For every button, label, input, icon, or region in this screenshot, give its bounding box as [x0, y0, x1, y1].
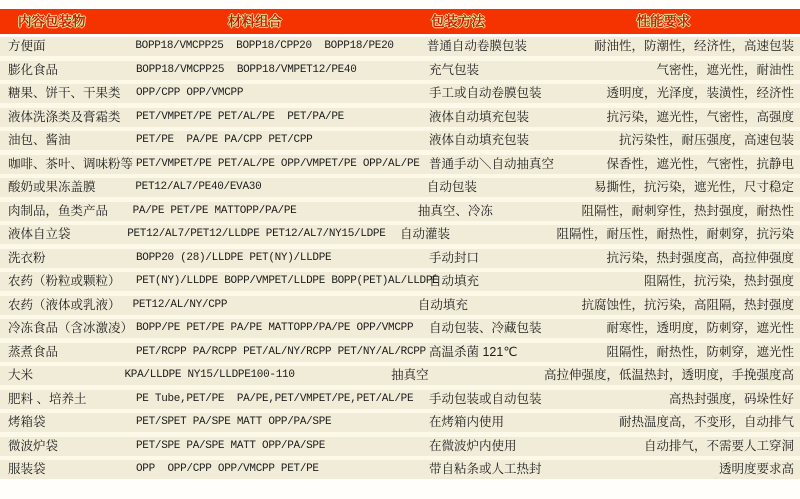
row-item-cell: 蒸煮食品: [8, 344, 59, 359]
row-method-cell: 液体自动填充包装: [429, 109, 530, 124]
row-item-cell: 酸奶或果冻盖膜: [8, 180, 96, 194]
row-materials-cell: PE Tube,PET/PE PA/PE,PET/VMPET/PE,PET/AL/PE: [136, 392, 414, 405]
header-content-item: 内容包装物: [18, 14, 86, 29]
row-requirements-cell: 透明度要求高: [718, 462, 794, 476]
row-item-cell: 肥料 、培养土: [8, 391, 87, 406]
row-requirements-cell: 高热封强度，码垛性好: [668, 391, 794, 406]
table-row: [0, 61, 800, 80]
row-requirements-cell: 抗腐蚀性，抗污染，高阻隔，热封强度: [581, 297, 794, 312]
table-row: [0, 319, 800, 338]
table-row: [0, 225, 800, 244]
row-materials-cell: BOPP18/VMCPP25 BOPP18/CPP20 BOPP18/PE20: [135, 40, 394, 52]
row-requirements-cell: 阻隔性，耐热性，防刺穿，遮光性: [606, 344, 794, 359]
row-requirements-cell: 阻隔性，耐刺穿性，热封强度，耐热性: [581, 203, 794, 218]
row-materials-cell: OPP/CPP OPP/VMCPP: [136, 87, 244, 99]
table-body: [0, 37, 800, 479]
row-method-cell: 手动封口: [429, 250, 480, 265]
row-method-cell: 手工或自动卷膜包装: [429, 86, 542, 100]
row-requirements-cell: 气密性，遮光性，耐油性: [656, 62, 794, 77]
row-materials-cell: PET/SPE PA/SPE MATT OPP/PA/SPE: [136, 439, 326, 452]
row-item-cell: 油包、酱油: [8, 133, 71, 147]
row-materials-cell: PA/PE PET/PE MATTOPP/PA/PE: [132, 204, 297, 217]
row-method-cell: 抽真空、冷冻: [417, 203, 493, 218]
row-method-cell: 在烤箱内使用: [429, 415, 505, 429]
row-item-cell: 膨化食品: [8, 62, 59, 77]
row-requirements-cell: 耐油性，防潮性，经济性，高速包装: [593, 39, 794, 53]
row-materials-cell: OPP OPP/CPP OPP/VMCPP PET/PE: [136, 463, 319, 475]
row-materials-cell: PET12/AL7/PET12/LLDPE PET12/AL7/NY15/LDPE: [127, 228, 386, 240]
row-requirements-cell: 抗污染，遮光性，气密性，高强度: [606, 109, 794, 124]
row-method-cell: 液体自动填充包装: [429, 133, 530, 147]
table-row: [0, 155, 800, 174]
row-materials-cell: BOPP/PE PET/PE PA/PE MATTOPP/PA/PE OPP/VMCPP: [136, 322, 414, 334]
row-materials-cell: PET12/AL7/PE40/EVA30: [135, 181, 262, 193]
row-materials-cell: PET(NY)/LLDPE BOPP/VMPET/LLDPE BOPP(PET)AL/LLDPE: [136, 275, 439, 287]
table-row: [0, 460, 800, 479]
table-row: [0, 37, 800, 56]
table-row: [0, 202, 800, 221]
header-performance-requirements: 性能要求: [636, 14, 691, 29]
table-row: [0, 413, 800, 432]
row-requirements-cell: 抗污染，热封强度高，高拉伸强度: [606, 250, 794, 265]
row-requirements-cell: 易撕性，抗污染，遮光性，尺寸稳定: [593, 180, 794, 194]
row-method-cell: 手动包装或自动包装: [429, 391, 542, 406]
row-requirements-cell: 耐寒性，透明度，防刺穿，遮光性: [606, 321, 794, 335]
row-materials-cell: BOPP20 (28)/LLDPE PET(NY)/LLDPE: [136, 251, 332, 264]
row-materials-cell: PET12/AL/NY/CPP: [132, 298, 228, 311]
table-row: [0, 131, 800, 150]
row-requirements-cell: 高拉伸强度，低温热封，透明度，手挽强度高: [543, 368, 794, 382]
row-materials-cell: PET/PE PA/PE PA/CPP PET/CPP: [136, 134, 313, 146]
table-row: [0, 108, 800, 127]
row-item-cell: 咖啡、茶叶、调味粉等: [8, 156, 134, 171]
row-method-cell: 普通自动卷膜包装: [426, 39, 527, 53]
table-row: [0, 437, 800, 456]
row-method-cell: 在微波炉内使用: [429, 438, 517, 453]
table-row: [0, 272, 800, 291]
row-item-cell: 大米: [8, 368, 34, 382]
row-item-cell: 农药（液体或乳液）: [8, 297, 121, 312]
row-requirements-cell: 阻隔性，抗污染，热封强度: [643, 274, 794, 288]
row-requirements-cell: 保香性，遮光性，气密性，抗静电: [606, 156, 794, 171]
row-item-cell: 液体自立袋: [8, 227, 71, 241]
header-material-combination: 材料组合: [228, 14, 282, 29]
row-method-cell: 抽真空: [391, 368, 429, 382]
row-method-cell: 自动包装: [426, 180, 477, 194]
row-method-cell: 普通手动＼自动抽真空: [429, 156, 555, 171]
row-item-cell: 烤箱袋: [8, 415, 46, 429]
header-packaging-method: 包装方法: [431, 14, 485, 29]
table-row: [0, 249, 800, 268]
row-method-cell: 自动填充: [417, 297, 468, 312]
row-method-cell: 充气包装: [429, 62, 480, 77]
table-row: [0, 366, 800, 385]
row-requirements-cell: 抗污染性，耐压强度，高速包装: [618, 133, 794, 147]
row-materials-cell: PET/RCPP PA/RCPP PET/AL/NY/RCPP PET/NY/AL/RCPP: [136, 345, 426, 358]
packaging-materials-table-page: [0, 9, 800, 499]
row-method-cell: 带自粘条或人工热封: [429, 462, 542, 476]
row-requirements-cell: 阻隔性，耐压性，耐热性，耐刺穿，抗污染: [556, 227, 794, 241]
row-item-cell: 微波炉袋: [8, 438, 59, 453]
row-materials-cell: KPA/LLDPE NY15/LLDPE100-110: [124, 369, 295, 381]
row-materials-cell: PET/SPET PA/SPE MATT OPP/PA/SPE: [136, 416, 332, 428]
row-item-cell: 冷冻食品（含冰激凌）: [8, 321, 134, 335]
row-materials-cell: PET/VMPET/PE PET/AL/PE OPP/VMPET/PE OPP/AL/PE: [136, 157, 420, 170]
row-method-cell: 高温杀菌 121℃: [429, 344, 518, 359]
table-row: [0, 84, 800, 103]
table-row: [0, 390, 800, 409]
row-item-cell: 洗衣粉: [8, 250, 46, 265]
row-method-cell: 自动包装、冷藏包装: [429, 321, 542, 335]
row-item-cell: 肉制品，鱼类产品: [8, 203, 109, 218]
row-item-cell: 液体洗涤类及膏霜类: [8, 109, 121, 124]
table-header-row: [0, 9, 800, 34]
row-method-cell: 自动灌装: [400, 227, 451, 241]
row-materials-cell: PET/VMPET/PE PET/AL/PE PET/PA/PE: [136, 110, 344, 123]
table-row: [0, 296, 800, 315]
row-item-cell: 糖果、饼干、干果类: [8, 86, 121, 100]
row-item-cell: 农药（粉粒或颗粒）: [8, 274, 121, 288]
row-requirements-cell: 透明度，光泽度，装潢性，经济性: [606, 86, 794, 100]
row-method-cell: 自动填充: [429, 274, 480, 288]
row-item-cell: 方便面: [8, 39, 46, 53]
row-requirements-cell: 自动排气，不需要人工穿洞: [643, 438, 794, 453]
row-materials-cell: BOPP18/VMCPP25 BOPP18/VMPET12/PE40: [136, 63, 357, 76]
table-row: [0, 178, 800, 197]
row-item-cell: 服装袋: [8, 462, 46, 476]
row-requirements-cell: 耐热温度高，不变形，自动排气: [618, 415, 794, 429]
table-row: [0, 343, 800, 362]
